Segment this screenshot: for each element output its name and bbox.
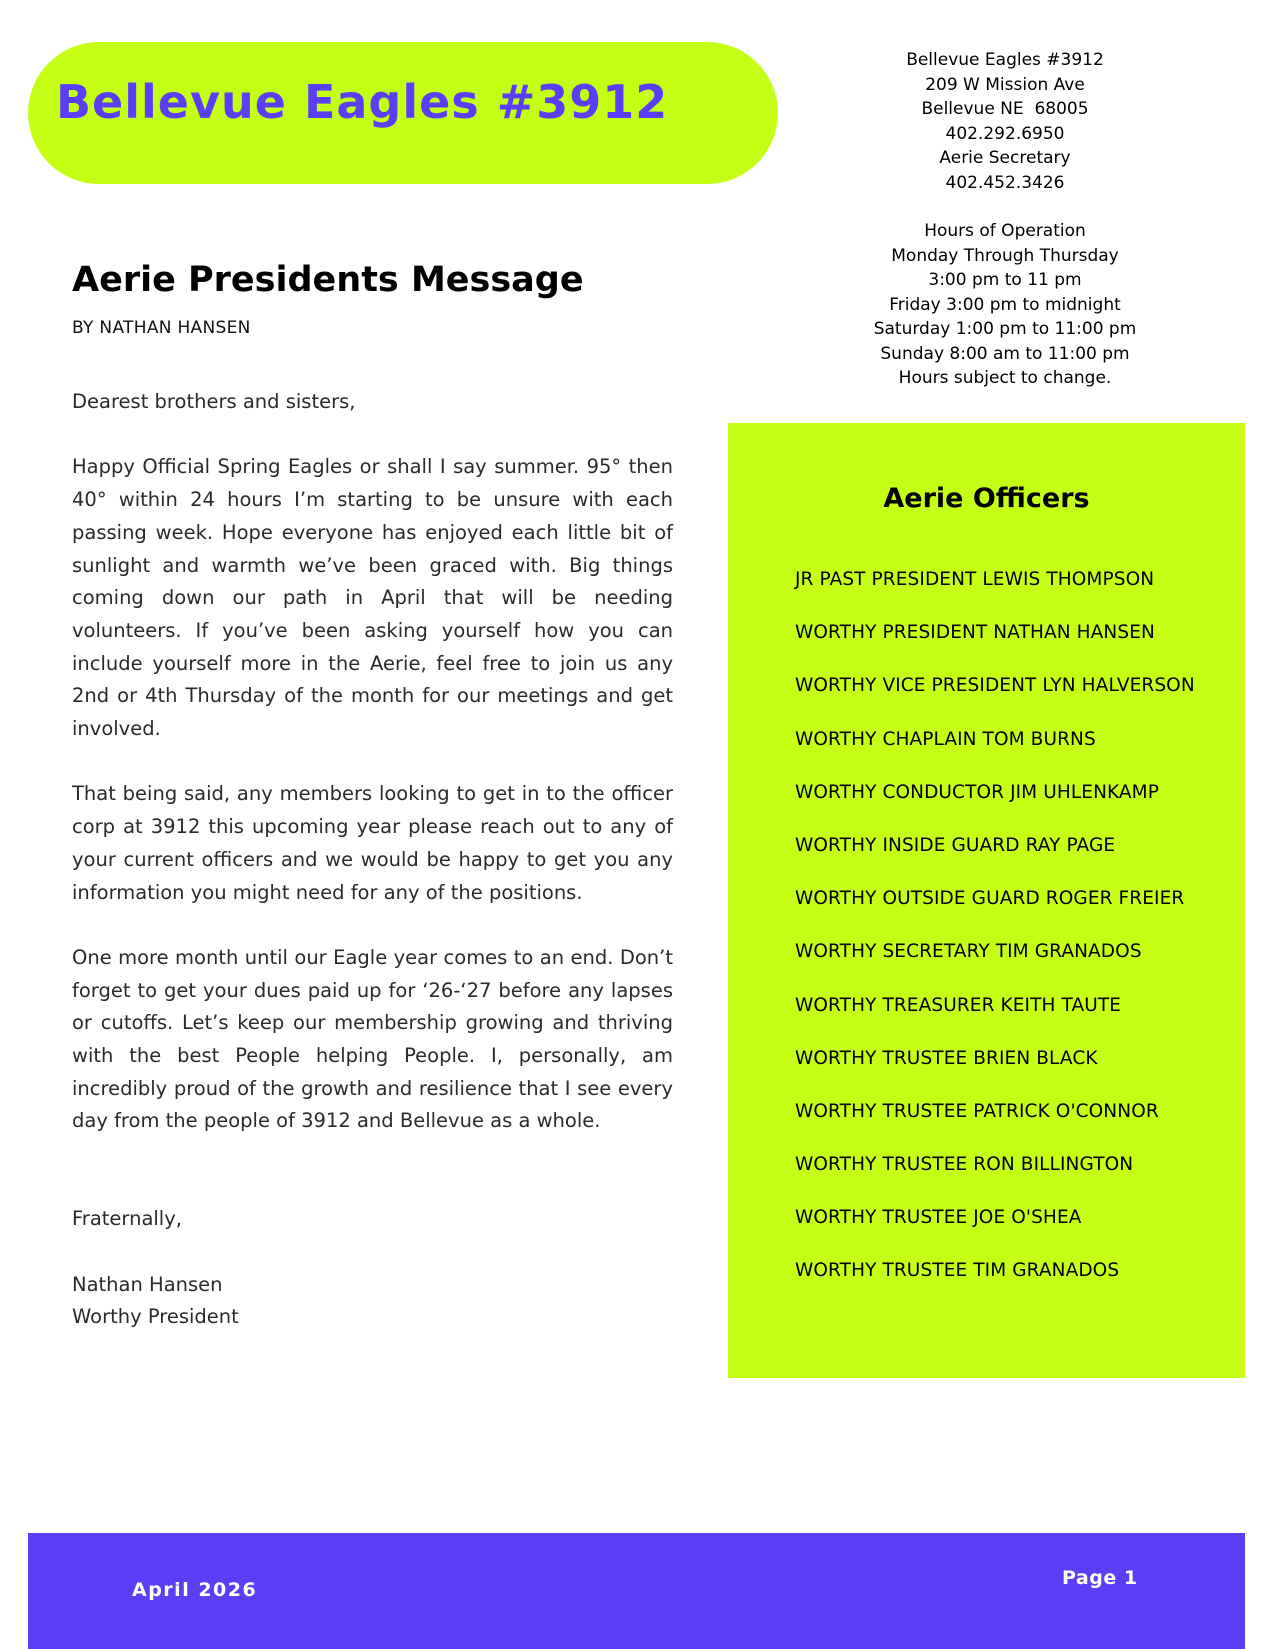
contact-phone: 402.292.6950: [945, 123, 1065, 144]
hours-line: 3:00 pm to 11 pm: [928, 270, 1082, 290]
secretary-phone: 402.452.3426: [945, 172, 1065, 193]
footer-bar: [28, 1533, 1245, 1649]
officer-item: WORTHY TRUSTEE JOE O'SHEA: [795, 1207, 1082, 1229]
officer-item: WORTHY PRESIDENT NATHAN HANSEN: [795, 622, 1155, 644]
hours-title: Hours of Operation: [924, 221, 1086, 241]
officer-item: WORTHY TRUSTEE BRIEN BLACK: [795, 1047, 1098, 1069]
hours-line: Sunday 8:00 am to 11:00 pm: [880, 343, 1130, 364]
title-banner: [28, 42, 778, 184]
officers-title: Aerie Officers: [883, 483, 1090, 514]
signature-title: Worthy President: [72, 1305, 239, 1329]
secretary-label: Aerie Secretary: [939, 148, 1071, 168]
officer-item: WORTHY TRUSTEE RON BILLINGTON: [795, 1154, 1134, 1176]
officer-item: WORTHY SECRETARY TIM GRANADOS: [795, 941, 1142, 963]
closing: Fraternally,: [72, 1207, 182, 1231]
officer-item: WORTHY TRUSTEE PATRICK O'CONNOR: [795, 1100, 1159, 1122]
officer-item: WORTHY TRUSTEE TIM GRANADOS: [795, 1260, 1120, 1282]
contact-block: [830, 48, 1180, 391]
officer-item: WORTHY TREASURER KEITH TAUTE: [795, 994, 1122, 1016]
hours-line: Friday 3:00 pm to midnight: [889, 294, 1121, 315]
officer-item: JR PAST PRESIDENT LEWIS THOMPSON: [795, 569, 1155, 590]
article-paragraph: Happy Official Spring Eagles or shall I say summer. 95° then 40° within 24 hours I’m starting to be unsure with each passing week. Hope everyone has enjoyed each little bit of sunlight and warmth we’ve been graced with. Big things coming down our path in April that will be needing volunteers. If you’ve been asking yourself how you can include yourself more in the Aerie, feel free to join us any 2nd or 4th Thursday of the month for our meetings and get involved.: [72, 455, 673, 741]
newsletter-title: Bellevue Eagles #3912: [56, 75, 669, 129]
officer-item: WORTHY CONDUCTOR JIM UHLENKAMP: [795, 781, 1159, 803]
page-number: Page 1: [1062, 1567, 1138, 1589]
hours-line: Saturday 1:00 pm to 11:00 pm: [873, 319, 1137, 339]
officer-item: WORTHY INSIDE GUARD RAY PAGE: [795, 834, 1116, 856]
officer-item: WORTHY CHAPLAIN TOM BURNS: [795, 728, 1096, 750]
officer-item: WORTHY VICE PRESIDENT LYN HALVERSON: [795, 675, 1195, 697]
officer-item: WORTHY OUTSIDE GUARD ROGER FREIER: [795, 888, 1185, 910]
signature-name: Nathan Hansen: [72, 1272, 223, 1296]
issue-date: April 2026: [132, 1579, 258, 1601]
contact-address-line1: 209 W Mission Ave: [925, 74, 1085, 95]
salutation: Dearest brothers and sisters,: [72, 390, 356, 413]
hours-line: Monday Through Thursday: [891, 245, 1119, 266]
article-body: [72, 386, 673, 1334]
article-paragraph: That being said, any members looking to get in to the officer corp at 3912 this upcoming year please reach out to any of your current officers and we would be happy to get you any information you might need for any of the positions.: [72, 782, 673, 904]
article-heading: Aerie Presidents Message: [72, 260, 584, 300]
contact-name: Bellevue Eagles #3912: [906, 50, 1104, 70]
contact-address-line2: Bellevue NE 68005: [921, 99, 1089, 119]
officers-panel: [728, 423, 1245, 1378]
article-byline: BY NATHAN HANSEN: [72, 318, 251, 338]
hours-note: Hours subject to change.: [898, 368, 1112, 388]
officer-list: [795, 569, 1195, 1314]
article-paragraph: One more month until our Eagle year comes to an end. Don’t forget to get your dues paid up for ‘26-‘27 before any lapses or cutoffs. Let’s keep our membership growing and thriving with the best People helping People. I, personally, am incredibly proud of the growth and resilience that I see every day from the people of 3912 and Bellevue as a whole.: [72, 945, 673, 1133]
